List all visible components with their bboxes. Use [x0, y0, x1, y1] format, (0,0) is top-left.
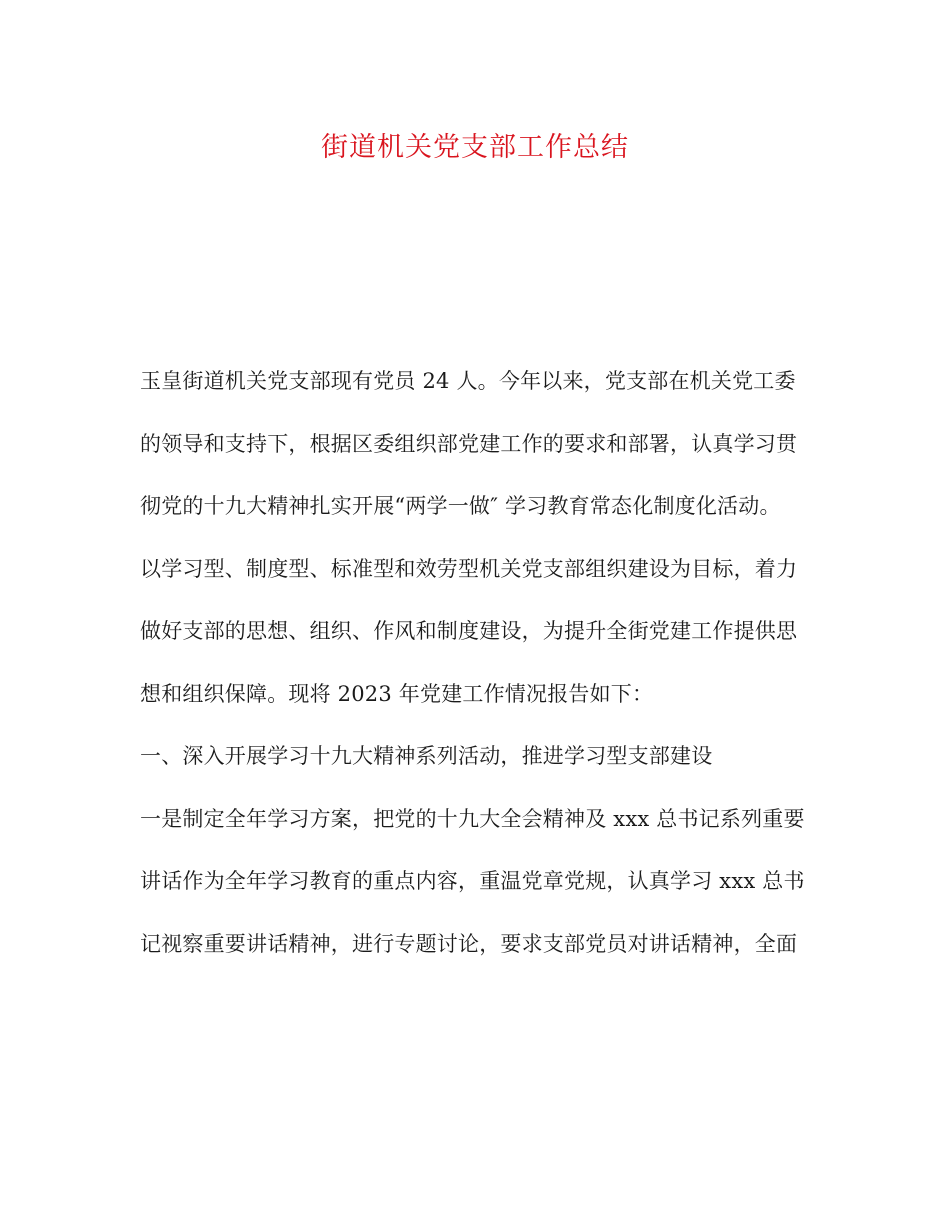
body-line: 记视察重要讲话精神，进行专题讨论，要求支部党员对讲话精神，全面 [140, 931, 798, 956]
section-heading: 一、深入开展学习十九大精神系列活动，推进学习型支部建设 [140, 744, 713, 768]
body-line: 以学习型、制度型、标准型和效劳型机关党支部组织建设为目标，着力 [140, 556, 798, 581]
body-line: 想和组织保障。现将 2023 年党建工作情况报告如下： [140, 681, 654, 706]
body-line: 讲话作为全年学习教育的重点内容，重温党章党规，认真学习 xxx 总书 [140, 869, 805, 893]
body-line: 彻党的十九大精神扎实开展“两学一做″ 学习教育常态化制度化活动。 [140, 494, 781, 518]
document-body [140, 359, 820, 984]
body-line: 玉皇街道机关党支部现有党员 24 人。今年以来，党支部在机关党工委 [140, 369, 796, 393]
body-line: 的领导和支持下，根据区委组织部党建工作的要求和部署，认真学习贯 [140, 431, 798, 456]
body-line: 做好支部的思想、组织、作风和制度建设，为提升全街党建工作提供思 [140, 619, 798, 643]
body-line: 一是制定全年学习方案，把党的十九大全会精神及 xxx 总书记系列重要 [140, 806, 805, 831]
document-title: 街道机关党支部工作总结 [321, 132, 629, 163]
